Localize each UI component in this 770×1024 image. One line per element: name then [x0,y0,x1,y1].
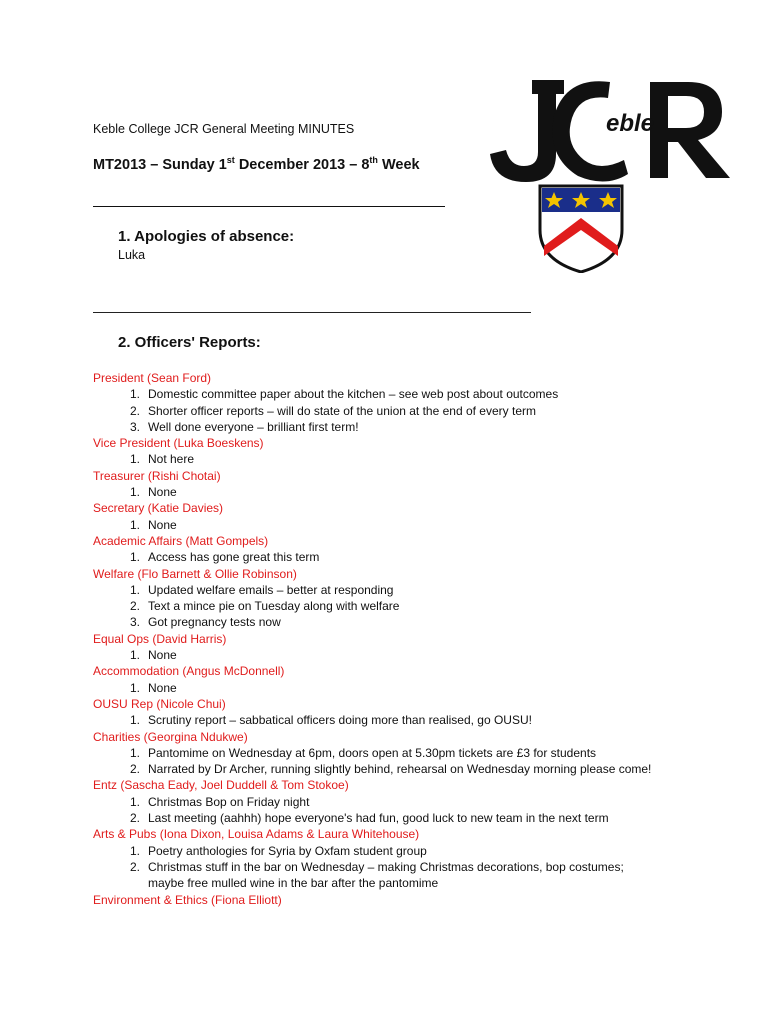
list-item [93,614,653,630]
list-item-text: None [148,517,177,532]
list-item-number: 3. [129,419,140,434]
list-item-number: 1. [129,517,140,532]
list-item-text: Got pregnancy tests now [148,615,281,630]
list-item-number: 1. [129,680,140,695]
officer-role-heading: Welfare (Flo Barnett & Ollie Robinson) [93,566,297,581]
list-item-number: 1. [129,452,140,467]
list-item [93,582,653,598]
section-officers-heading: 2. Officers' Reports: [118,334,261,351]
list-item [93,843,653,859]
page-title: MT2013 – Sunday 1st December 2013 – 8th Week [93,155,420,173]
jcr-logo [460,68,750,273]
officer-role-heading: Accommodation (Angus McDonnell) [93,664,285,679]
list-item [93,598,653,614]
list-item-text: Shorter officer reports – will do state of the union at the end of every term [148,403,536,418]
keble-shield-icon [540,186,622,272]
list-item-number: 1. [129,582,140,597]
list-item-text: Christmas Bop on Friday night [148,794,310,809]
section-apologies-heading: 1. Apologies of absence: [118,228,295,245]
list-item-number: 1. [129,794,140,809]
list-item [93,859,653,892]
list-item [93,745,653,761]
list-item-text: None [148,680,177,695]
list-item [93,386,653,402]
list-item-number: 3. [129,615,140,630]
list-item-number: 2. [129,403,140,418]
title-divider [93,206,445,207]
officer-role-heading: Academic Affairs (Matt Gompels) [93,533,269,548]
list-item [93,403,653,419]
officer-role-heading: Equal Ops (David Harris) [93,631,227,646]
list-item-number: 1. [129,843,140,858]
list-item-number: 1. [129,713,140,728]
list-item-text: None [148,485,177,500]
officer-role-heading: Vice President (Luka Boeskens) [93,436,264,451]
list-item [93,451,653,467]
officer-role-heading: Secretary (Katie Davies) [93,501,224,516]
list-item [93,810,653,826]
list-item [93,794,653,810]
section-divider [93,312,531,313]
list-item-text: Last meeting (aahhh) hope everyone's had fun, good luck to new team in the next term [148,811,609,826]
list-item-number: 1. [129,745,140,760]
list-item-number: 2. [129,762,140,777]
document-intro: Keble College JCR General Meeting MINUTES [93,122,355,136]
list-item-text: Scrutiny report – sabbatical officers doing more than realised, go OUSU! [148,713,532,728]
list-item [93,419,653,435]
list-item-text: Pantomime on Wednesday at 6pm, doors open at 5.30pm tickets are £3 for students [148,745,597,760]
list-item [93,647,653,663]
list-item [93,549,653,565]
officer-reports-list [93,370,653,908]
officer-role-heading: Treasurer (Rishi Chotai) [93,468,221,483]
jcr-wordmark-icon [490,80,730,182]
list-item-number: 1. [129,387,140,402]
list-item-text: Christmas stuff in the bar on Wednesday – making Christmas decorations, bop costumes; maybe free mulled wine in the bar after the pantomime [148,859,624,891]
list-item-text: None [148,648,177,663]
officer-role-heading: President (Sean Ford) [93,371,212,385]
list-item-text: Narrated by Dr Archer, running slightly behind, rehearsal on Wednesday morning please come! [148,762,652,777]
list-item [93,484,653,500]
list-item-number: 2. [129,599,140,614]
list-item-number: 2. [129,811,140,826]
list-item [93,517,653,533]
list-item-number: 1. [129,550,140,565]
list-item [93,712,653,728]
list-item-number: 2. [129,859,140,874]
list-item-text: Not here [148,452,195,467]
list-item-number: 1. [129,648,140,663]
list-item-text: Access has gone great this term [148,550,320,565]
officer-role-heading: Environment & Ethics (Fiona Elliott) [93,892,282,907]
list-item-text: Updated welfare emails – better at responding [148,582,394,597]
list-item-text: Domestic committee paper about the kitchen – see web post about outcomes [148,387,559,402]
officer-role-heading: Charities (Georgina Ndukwe) [93,729,248,744]
list-item-text: Well done everyone – brilliant first term! [148,419,359,434]
list-item-text: Text a mince pie on Tuesday along with welfare [148,599,400,614]
list-item-number: 1. [129,485,140,500]
apologies-text: Luka [118,248,146,262]
officer-role-heading: OUSU Rep (Nicole Chui) [93,696,226,711]
list-item [93,680,653,696]
list-item [93,761,653,777]
list-item-text: Poetry anthologies for Syria by Oxfam student group [148,843,427,858]
officer-role-heading: Arts & Pubs (Iona Dixon, Louisa Adams & Laura Whitehouse) [93,827,420,842]
officer-role-heading: Entz (Sascha Eady, Joel Duddell & Tom Stokoe) [93,778,349,793]
svg-text:eble: eble [606,110,655,137]
